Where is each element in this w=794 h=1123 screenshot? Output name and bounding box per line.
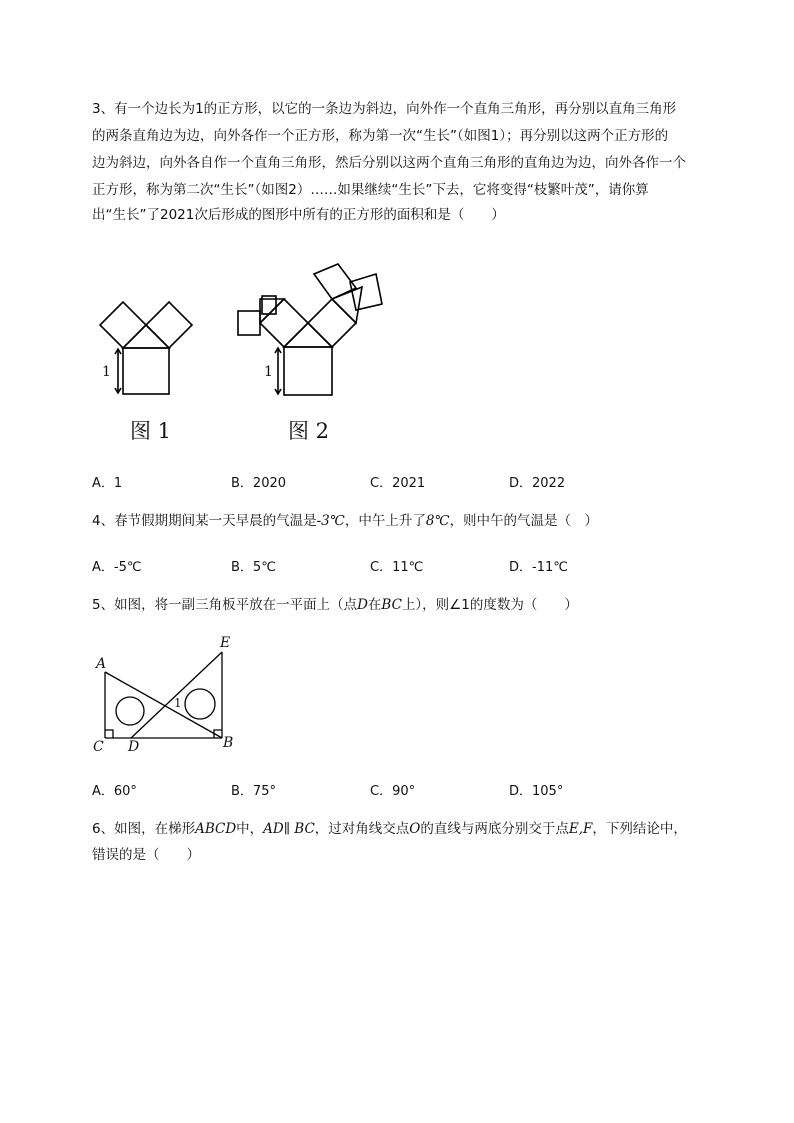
point-d-label: D — [128, 739, 140, 755]
q3-line-1: 3、有一个边长为1的正方形，以它的一条边为斜边，向外作一个直角三角形，再分别以直角三角形 — [92, 101, 677, 117]
q4-temp-rise: 8℃ — [425, 513, 450, 529]
fig1-base-square — [123, 348, 169, 394]
figure-1 — [95, 290, 215, 400]
fig2-left-square — [260, 299, 308, 347]
q4-text-a: 4、春节假期期间某一天早晨的气温是 — [92, 513, 317, 529]
q6-var-abcd: ABCD — [195, 821, 237, 837]
q5-text-c: 上），则∠1的度数为（ ） — [401, 597, 578, 613]
q5-var-bc: BC — [381, 597, 402, 613]
q4-text-c: ，则中午的气温是（ ） — [449, 513, 599, 529]
q6-line-2: 错误的是（ ） — [92, 847, 200, 863]
right-angle-c — [105, 730, 113, 738]
angle-1-label: 1 — [174, 696, 182, 710]
side-ab — [105, 672, 222, 738]
q4-option-c[interactable]: C．11℃ — [370, 560, 424, 575]
figure-2 — [232, 262, 392, 402]
fig2-caption: 图 2 — [288, 419, 330, 443]
fig1-caption: 图 1 — [130, 419, 172, 443]
q3-option-d[interactable]: D．2022 — [509, 476, 566, 491]
q4-option-a[interactable]: A．-5℃ — [92, 560, 142, 575]
q5-stem — [92, 597, 578, 613]
point-a-label: A — [96, 656, 107, 672]
fig2-triangle — [284, 323, 332, 347]
fig2-base-square — [284, 347, 332, 395]
q3-option-b[interactable]: B．2020 — [231, 476, 287, 491]
q6-text-c: ，过对角线交点 — [314, 821, 410, 837]
fig1-triangle — [123, 325, 169, 348]
q6-text-a: 6、如图，在梯形 — [92, 821, 196, 837]
q3-line-3: 边为斜边，向外各自作一个直角三角形，然后分别以这两个直角三角形的直角边为边，向外各作一个 — [92, 155, 686, 171]
q5-option-c[interactable]: C．90° — [370, 784, 416, 799]
q4-text-b: ，中午上升了 — [344, 513, 426, 529]
q5-text-a: 5、如图，将一副三角板平放在一平面上（点 — [92, 597, 358, 613]
q5-option-b[interactable]: B．75° — [231, 784, 276, 799]
fig2-left-triangle — [260, 299, 284, 323]
q3-line-5: 出“生长”了2021次后形成的图形中所有的正方形的面积和是（ ） — [92, 207, 505, 223]
fig1-right-square — [146, 302, 192, 348]
q4-stem — [92, 513, 598, 529]
point-e-label: E — [220, 635, 231, 651]
q4-option-b[interactable]: B．5℃ — [231, 560, 276, 575]
fig2-dim-label: 1 — [264, 364, 273, 380]
q6-var-parallel: AD∥ BC — [263, 821, 315, 837]
q5-option-a[interactable]: A．60° — [92, 784, 137, 799]
q3-line-2: 的两条直角边为边，向外各作一个正方形，称为第一次“生长”（如图1）；再分别以这两个正方形的 — [92, 128, 669, 144]
q6-text-d: 的直线与两底分别交于点 — [420, 821, 569, 837]
q5-text-b: 在 — [367, 597, 382, 613]
point-b-label: B — [223, 735, 234, 751]
q5-option-d[interactable]: D．105° — [509, 784, 564, 799]
q6-text-e: ，下列结论中， — [592, 821, 687, 837]
q3-line-4: 正方形，称为第二次“生长”（如图2）……如果继续“生长”下去，它将变得“枝繁叶茂”，请你算 — [92, 182, 649, 198]
q4-temp-morning: -3℃ — [316, 513, 345, 529]
point-c-label: C — [93, 739, 104, 755]
q6-var-ef: E,F — [568, 821, 593, 837]
q5-var-d: D — [357, 597, 368, 613]
fig1-dim-label: 1 — [102, 364, 111, 380]
q6-text-b: 中， — [236, 821, 264, 837]
q3-option-c[interactable]: C．2021 — [370, 476, 426, 491]
hole-right — [185, 689, 215, 719]
hole-left — [116, 697, 144, 725]
fig2-left-small-square-a — [238, 311, 260, 335]
fig2-right-small-square-b — [350, 274, 382, 310]
q6-var-o: O — [409, 821, 421, 837]
q6-stem — [92, 821, 687, 837]
fig2-right-square — [308, 299, 356, 347]
fig1-left-square — [100, 302, 146, 348]
figure-triangle-boards — [95, 640, 235, 750]
q4-option-d[interactable]: D．-11℃ — [509, 560, 568, 575]
q3-option-a[interactable]: A．1 — [92, 476, 123, 491]
